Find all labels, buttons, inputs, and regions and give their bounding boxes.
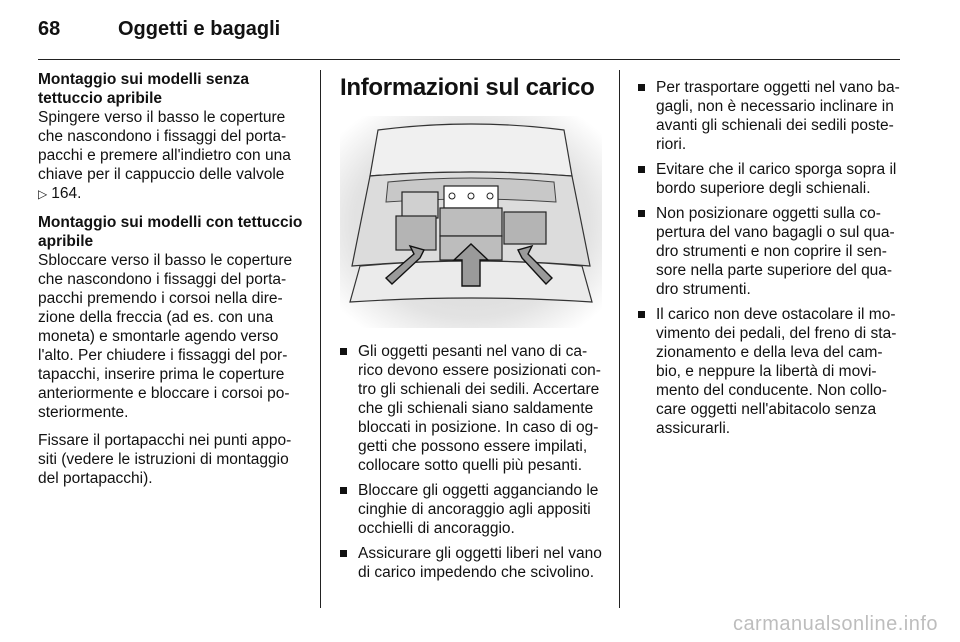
page-header <box>38 18 280 48</box>
list-item: Il carico non deve ostacolare il mo-vimento dei pedali, del freno di sta-zionamento e della leva del cam-bio, e neppure la libertà di movi-mento del conducente. Non collo-care oggetti nell'abitacolo senza assicurarli. <box>638 305 900 438</box>
list-item: Bloccare gli oggetti agganciando le cinghie di ancoraggio agli appositi occhielli di ancoraggio. <box>340 481 602 538</box>
page-reference[interactable]: 164. <box>51 185 82 202</box>
page-number: 68 <box>38 18 61 40</box>
middle-column <box>340 74 602 588</box>
column-divider-2 <box>619 70 620 608</box>
column-divider-1 <box>320 70 321 608</box>
section-title-load-info: Informazioni sul carico <box>340 74 595 101</box>
load-info-list <box>340 342 602 582</box>
left-column <box>38 70 304 488</box>
list-item: Per trasportare oggetti nel vano ba-gagli, non è necessario inclinare in avanti gli schienali dei sedili poste-riori. <box>638 78 900 154</box>
right-column <box>638 78 900 444</box>
header-divider <box>38 59 900 60</box>
section-heading-without-sunroof: Montaggio sui modelli senza tettuccio apribile <box>38 71 249 107</box>
list-item: Evitare che il carico sporga sopra il bordo superiore degli schienali. <box>638 160 900 198</box>
list-item: Assicurare gli oggetti liberi nel vano di carico impedendo che scivolino. <box>340 544 602 582</box>
list-item: Gli oggetti pesanti nel vano di ca-rico devono essere posizionati con-tro gli schienali dei sedili. Accertare che gli schienali siano saldamente bloccati in posizione. In caso di og-getti che possono essere impilati, collocare sotto quelli più pesanti. <box>340 342 602 475</box>
list-item: Non posizionare oggetti sulla co-pertura del vano bagagli o sul qua-dro strumenti e non coprire il sen-sore nella parte superiore del qua-dro strumenti. <box>638 204 900 299</box>
section-heading-with-sunroof: Montaggio sui modelli con tettuccio apribile <box>38 214 303 250</box>
page-reference-icon: ▷ <box>38 187 48 201</box>
section-text-without-sunroof: Spingere verso il basso le coperture che nascondono i fissaggi del porta-pacchi e premere all'indietro con una chiave per il cappuccio delle valvole ▷ 164. <box>38 109 291 202</box>
section-text-with-sunroof: Sbloccare verso il basso le coperture che nascondono i fissaggi del porta-pacchi premendo i corsoi nella dire-zione della freccia (ad es. con una moneta) e smontarle agendo verso l'alto. Per chiudere i fissaggi del por-tapacchi, inserire prima le coperture anteriormente e bloccare i corsoi po-steriormente. <box>38 252 293 421</box>
cargo-illustration <box>340 116 602 328</box>
roof-rack-paragraph: Fissare il portapacchi nei punti appo-siti (vedere le istruzioni di montaggio del portapacchi). <box>38 432 292 487</box>
load-tips-list <box>638 78 900 438</box>
chapter-title: Oggetti e bagagli <box>118 18 281 40</box>
site-watermark: carmanualsonline.info <box>732 613 938 635</box>
cargo-area-drawing <box>340 116 602 328</box>
